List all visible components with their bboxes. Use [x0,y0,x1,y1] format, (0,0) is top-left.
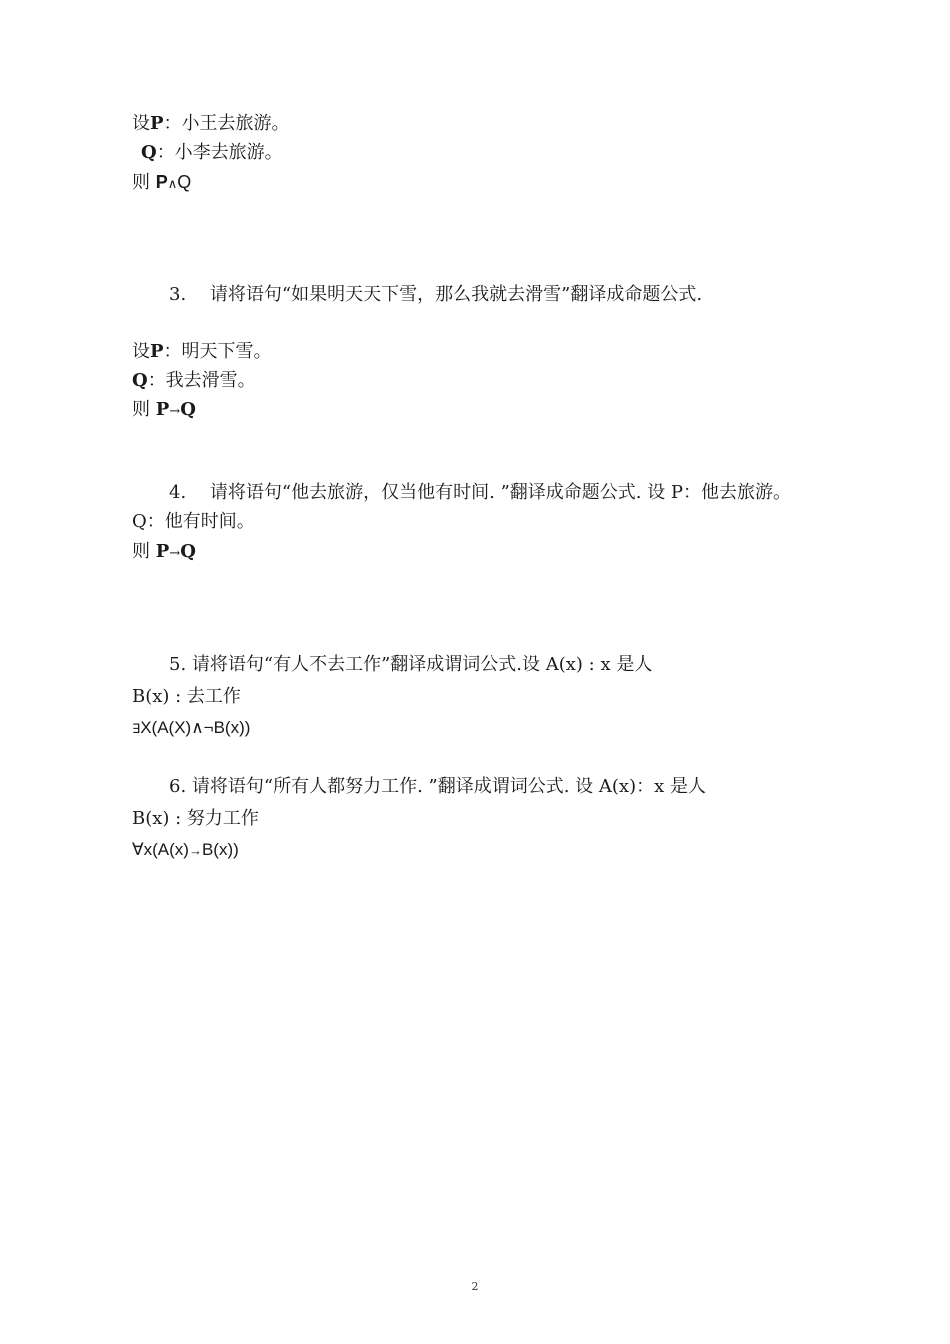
p-variable: P [150,341,164,362]
formula-a: X(A(X) [140,718,192,737]
formula-operator: → [188,843,202,858]
item2-q-line [141,141,283,165]
formula-operator: → [169,546,181,561]
item6-b-line: B(x) : 努力工作 [132,808,259,829]
item3-p-line [132,340,272,364]
formula-q: Q [177,172,192,192]
formula-b: B(x)) [201,840,239,859]
item3-formula-line [132,398,196,424]
formula-a: x(A(x) [143,840,189,859]
formula-operator: → [169,404,181,419]
formula-operator: ∧¬ [191,718,214,737]
item4-question [169,481,791,505]
item5-question: 5. 请将语句“有人不去工作”翻译成谓词公式.设 A(x) : x 是人 [169,654,653,675]
formula-b: B(x)) [213,718,251,737]
question-number: 4. [169,482,187,503]
p-definition: ：小王去旅游。 [163,113,290,134]
formula-q: Q [180,541,196,562]
q-variable: Q [141,142,157,163]
set-prefix: 设 [132,113,150,134]
then-prefix: 则 [132,172,150,193]
then-prefix: 则 [132,541,150,562]
q-definition: ：我去滑雪。 [147,370,256,391]
item5-b-line: B(x) : 去工作 [132,686,241,707]
item4-q-line: Q：他有时间。 [132,511,255,532]
item6-formula-line [132,838,239,863]
item3-question [169,283,702,307]
p-definition: ：明天下雪。 [163,341,272,362]
page-number: 2 [471,1280,479,1293]
question-text: 请将语句“如果明天天下雪，那么我就去滑雪”翻译成命题公式. [209,284,703,305]
formula-quantifier: ∀ [132,840,144,859]
formula-p: P [155,172,168,192]
formula-p: P [155,399,170,420]
q-variable: Q [132,370,148,391]
item5-formula-line [132,716,250,741]
then-prefix: 则 [132,399,150,420]
item3-q-line [132,369,256,393]
item4-formula-line [132,540,196,566]
item6-question: 6. 请将语句“所有人都努力工作. ”翻译成谓词公式. 设 A(x)：x 是人 [169,776,706,797]
formula-q: Q [180,399,196,420]
formula-operator: ∧ [167,176,178,191]
question-text: 请将语句“他去旅游，仅当他有时间. ”翻译成命题公式. 设 P：他去旅游。 [209,482,792,503]
formula-quantifier: ∃ [132,721,141,736]
set-prefix: 设 [132,341,150,362]
question-number: 3. [169,284,187,305]
item2-formula-line [132,170,191,196]
formula-p: P [155,541,170,562]
item2-p-line [132,112,290,136]
p-variable: P [150,113,164,134]
q-definition: ：小李去旅游。 [156,142,283,163]
